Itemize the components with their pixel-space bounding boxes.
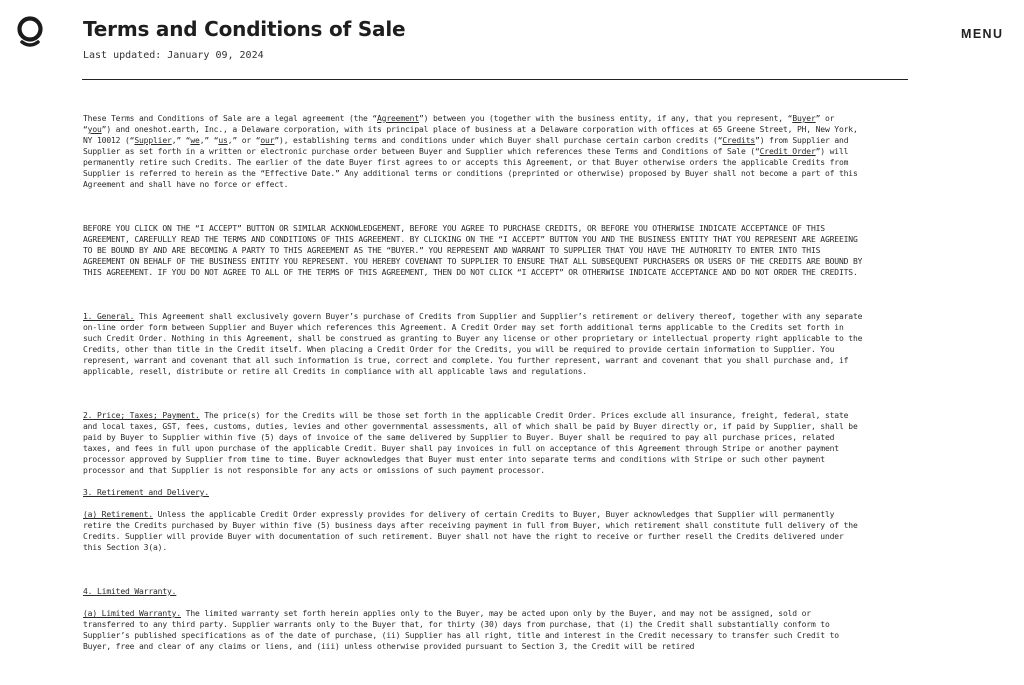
intro-paragraph [83,113,863,190]
term-credits: Credits [722,136,756,145]
intro-text: ,” or “ [227,136,261,145]
term-we: we [190,136,200,145]
term-agreement: Agreement [376,114,419,123]
intro-text: ”) from Supplier and Supplier as set forth in a written or electronic purchase order between Buyer and Supplier which references these Terms and Conditions of Sale (“ [83,136,849,156]
ring-logo-icon[interactable] [16,15,44,49]
section-price [83,410,863,476]
section-text: Unless the applicable Credit Order expressly provides for delivery of certain Credits to Buyer, Buyer acknowledges that Supplier will permanently retire the Credits purchased by Buyer within five (5) business days after receiving payment in full from Buyer, which retirement shall constitute full delivery of the Credits. Supplier will provide Buyer with documentation of such retirement. Buyer shall not have the right to receive or further resell the Credits delivered under this Section 3(a). [83,510,858,552]
subsection-heading: (a) Limited Warranty. [83,609,181,618]
term-our: our [260,136,275,145]
menu-button[interactable]: MENU [961,27,1004,41]
intro-text: ,” “ [199,136,219,145]
section-warranty-heading [83,586,863,597]
section-heading: 1. General. [83,312,135,321]
term-credit-order: Credit Order [759,147,816,156]
page-title: Terms and Conditions of Sale [83,17,406,41]
term-us: us [218,136,228,145]
intro-text: ”), establishing terms and conditions under which Buyer shall purchase certain carbon credits (“ [274,136,723,145]
section-heading: 2. Price; Taxes; Payment. [83,411,200,420]
term-buyer: Buyer [792,114,816,123]
section-text: The price(s) for the Credits will be those set forth in the applicable Credit Order. Prices exclude all insurance, freight, federal, state and local taxes, GST, fees, customs, duties, levies and other governmental assessments, all of which shall be paid by Buyer directly or, if paid by Supplier, shall be paid by Buyer to Supplier within five (5) days of invoice of the same delivered by Supplier to Buyer. Buyer shall be required to pay all purchase prices, related taxes, and fees in full upon purchase of the applicable Credit. Buyer shall pay invoices in full on acceptance of this Agreement through Stripe or another payment processor approved by Supplier from time to time. Buyer acknowledges that Buyer must enter into separate terms and conditions with Stripe or such other payment processor and that Supplier is not responsible for any acts or omissions of such payment processor. [83,411,858,475]
term-you: you [87,125,102,134]
last-updated-date: Last updated: January 09, 2024 [83,50,264,61]
acceptance-notice: BEFORE YOU CLICK ON THE “I ACCEPT” BUTTON OR SIMILAR ACKNOWLEDGEMENT, BEFORE YOU AGREE TO PURCHASE CREDITS, OR BEFORE YOU OTHERWISE INDICATE ACCEPTANCE OF THIS AGREEMENT, CAREFULLY READ THE TERMS AND CONDITIONS OF THIS AGREEMENT. BY CLICKING ON THE “I ACCEPT” BUTTON YOU AND THE BUSINESS ENTITY THAT YOU REPRESENT ARE AGREEING TO BE BOUND BY AND ARE BECOMING A PARTY TO THIS AGREEMENT AS THE “BUYER.” YOU REPRESENT AND WARRANT TO SUPPLIER THAT YOU HAVE THE AUTHORITY TO ENTER INTO THIS AGREEMENT ON BEHALF OF THE BUSINESS ENTITY YOU REPRESENT. YOU HEREBY COVENANT TO SUPPLIER TO ENSURE THAT ALL SUBSEQUENT PURCHASERS OR USERS OF THE CREDITS ARE BOUND BY THIS AGREEMENT. IF YOU DO NOT AGREE TO ALL OF THE TERMS OF THIS AGREEMENT, THEN DO NOT CLICK “I ACCEPT” OR OTHERWISE INDICATE ACCEPTANCE AND DO NOT ORDER THE CREDITS. [83,224,863,277]
section-text: This Agreement shall exclusively govern Buyer’s purchase of Credits from Supplier and Supplier’s retirement or delivery thereof, together with any separate on-line order form between Supplier and Buyer which references this Agreement. A Credit Order may set forth additional terms applicable to the Credits set forth in such Credit Order. Nothing in this Agreement, shall be construed as granting to Buyer any license or other proprietary or intellectual property right applicable to the Credits, other than title in the Credit itself. When placing a Credit Order for the Credits, you will be required to provide certain information to Supplier. You represent, warrant and covenant that all such information is true, correct and complete. You further represent, warrant and covenant that you shall purchase and, if applicable, resell, distribute or retire all Credits in compliance with all applicable laws and regulations. [83,312,863,376]
term-supplier: Supplier [134,136,172,145]
section-heading: 3. Retirement and Delivery. [83,488,209,497]
header-divider [82,79,908,80]
section-text: The limited warranty set forth herein applies only to the Buyer, may be acted upon only by the Buyer, and may not be assigned, sold or transferred to any third party. Supplier warrants only to the Buyer that, for thirty (30) days from purchase, that (i) the Credit shall substantially conform to Supplier’s published specifications as of the date of purchase, (ii) Supplier has all right, title and interest in the Credit necessary to transfer such Credit to Buyer, free and clear of any claims or liens, and (iii) unless otherwise provided pursuant to Section 3, the Credit will be retired [83,609,839,651]
terms-body [83,113,863,685]
section-retirement-a [83,509,863,553]
subsection-heading: (a) Retirement. [83,510,153,519]
section-warranty-a [83,608,863,652]
section-retirement-heading [83,487,863,498]
section-heading: 4. Limited Warranty. [83,587,177,596]
intro-text: ”) and oneshot.earth, Inc., a Delaware corporation, with its principal place of business at a Delaware corporation with offices at 65 Greene Street, PH, New York, NY 10012 (“ [83,125,858,145]
intro-text: ”) will permanently retire such Credits. The earlier of the date Buyer first agrees to or accepts this Agreement, or that Buyer otherwise orders the applicable Credits from Supplier is referred to herein as the “Effective Date.” Any additional terms or conditions (preprinted or otherwise) proposed by Buyer shall not become a part of this Agreement and shall have no force or effect. [83,147,858,189]
section-general [83,311,863,377]
intro-text: ”) between you (together with the business entity, if any, that you represent, “ [418,114,793,123]
intro-text: ” or “ [83,114,835,134]
intro-text: These Terms and Conditions of Sale are a legal agreement (the “ [83,114,377,123]
intro-text: ,” “ [171,136,191,145]
